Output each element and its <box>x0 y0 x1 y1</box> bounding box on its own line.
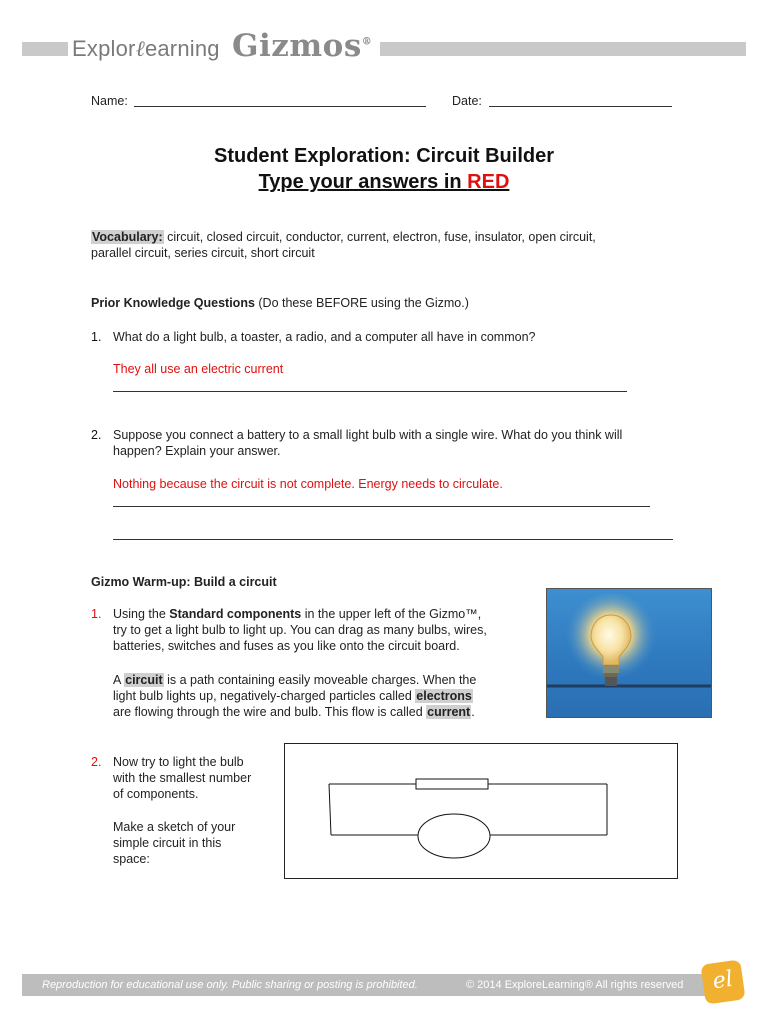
explorelearning-logo: Explorℓearning <box>72 36 220 62</box>
step-2-line-2: with the smallest number <box>113 771 252 785</box>
definition-line-1: A circuit is a path containing easily moveable charges. When the <box>113 673 477 687</box>
vocabulary-line-1: Vocabulary: circuit, closed circuit, conductor, current, electron, fuse, insulator, open circuit, <box>92 230 596 244</box>
answer-1-line[interactable] <box>113 391 627 392</box>
question-2-line-2: happen? Explain your answer. <box>113 444 281 458</box>
circuit-sketch <box>285 744 677 878</box>
question-1-number: 1. <box>91 330 102 344</box>
step-2-line-5: simple circuit in this <box>113 836 222 850</box>
step-2-line-6: space: <box>113 852 150 866</box>
header-bar-left <box>22 42 68 56</box>
answer-2-line-1[interactable] <box>113 506 650 507</box>
footer-disclaimer: Reproduction for educational use only. Public sharing or posting is prohibited. <box>42 979 418 991</box>
question-2-line-1: Suppose you connect a battery to a small light bulb with a single wire. What do you think will <box>113 428 623 442</box>
step-1-line-2: try to get a light bulb to light up. You can drag as many bulbs, wires, <box>113 623 487 637</box>
answer-2-text[interactable]: Nothing because the circuit is not complete. Energy needs to circulate. <box>113 477 503 491</box>
answer-1-text[interactable]: They all use an electric current <box>113 362 284 376</box>
footer-copyright: © 2014 ExploreLearning® All rights reserved <box>466 979 684 991</box>
step-2-line-1: Now try to light the bulb <box>113 755 244 769</box>
name-label: Name: <box>91 94 128 108</box>
step-1-line-3: batteries, switches and fuses as you like onto the circuit board. <box>113 639 460 653</box>
bulb-symbol <box>418 814 490 858</box>
vocabulary-line-2: parallel circuit, series circuit, short circuit <box>91 246 315 260</box>
sketch-area[interactable] <box>284 743 678 879</box>
definition-line-2: light bulb lights up, negatively-charged particles called electrons <box>113 689 472 703</box>
date-label: Date: <box>452 94 482 108</box>
page-subtitle: Type your answers in RED <box>258 171 510 193</box>
definition-line-3: are flowing through the wire and bulb. This flow is called current. <box>113 705 475 719</box>
question-1-text: What do a light bulb, a toaster, a radio, and a computer all have in common? <box>113 330 536 344</box>
step-1-number: 1. <box>91 607 102 621</box>
red-word: RED <box>467 171 510 193</box>
step-2-number: 2. <box>91 755 102 769</box>
header-bar-right <box>380 42 746 56</box>
gizmos-logo: Gizmos® <box>232 28 373 64</box>
step-1-line-1: Using the Standard components in the upper left of the Gizmo™, <box>113 607 482 621</box>
prior-knowledge-heading: Prior Knowledge Questions (Do these BEFORE using the Gizmo.) <box>91 296 469 310</box>
logo-el-glyph: ℓ <box>135 37 145 62</box>
page-title: Student Exploration: Circuit Builder <box>213 145 554 167</box>
answer-2-line-2[interactable] <box>113 539 673 540</box>
name-field[interactable] <box>134 106 426 107</box>
vocabulary-label: Vocabulary: <box>92 230 163 244</box>
warmup-heading: Gizmo Warm-up: Build a circuit <box>91 575 277 589</box>
resistor-symbol <box>416 779 488 789</box>
step-2-line-3: of components. <box>113 787 199 801</box>
light-bulb-icon <box>547 589 711 717</box>
date-field[interactable] <box>489 106 672 107</box>
question-2-number: 2. <box>91 428 102 442</box>
step-2-line-4: Make a sketch of your <box>113 820 236 834</box>
el-logo-icon: el <box>700 959 745 1004</box>
light-bulb-image <box>546 588 712 718</box>
